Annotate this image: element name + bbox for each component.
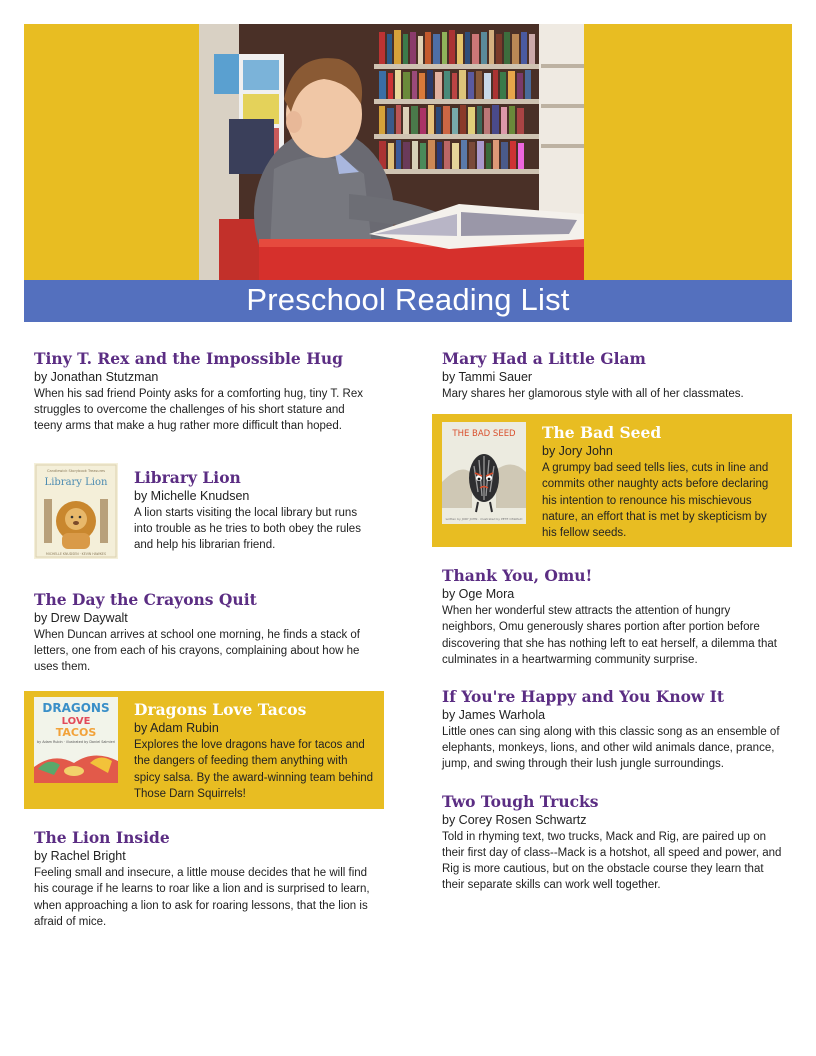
book-entry xyxy=(432,678,792,779)
book-description: A grumpy bad seed tells lies, cuts in line and commits other naughty acts before declaring his intention to renounce his mischievous nature, an effort that is met by skepticism by his fellow seeds. xyxy=(542,462,769,540)
page-title: Preschool Reading List xyxy=(246,282,570,317)
book-title: Dragons Love Tacos xyxy=(134,700,307,720)
book-title: Two Tough Trucks xyxy=(442,791,599,811)
book-description: Mary shares her glamorous style with all of her classmates. xyxy=(442,388,744,400)
book-author: by Corey Rosen Schwartz xyxy=(442,812,587,827)
book-entry xyxy=(432,340,792,408)
book-title: The Bad Seed xyxy=(542,423,662,443)
book-cover-the-bad-seed xyxy=(442,422,526,522)
book-author: by Oge Mora xyxy=(442,587,515,602)
book-author: by Drew Daywalt xyxy=(34,610,128,625)
book-description: When his sad friend Pointy asks for a comforting hug, tiny T. Rex struggles to overcome the challenges of his short stature and teeny arms that make a hug rather more difficult than hoped. xyxy=(34,388,363,433)
book-title: Library Lion xyxy=(134,467,241,487)
cover-byline: by Adam Rubin · illustrated by Daniel Salmieri xyxy=(36,740,116,745)
cover-title: Library Lion xyxy=(44,476,108,488)
cover-line1: DRAGONS xyxy=(42,701,110,716)
cover-bottom-text: MICHELLE KNUDSEN · KEVIN HAWKES xyxy=(46,551,106,556)
book-entry xyxy=(432,783,792,900)
left-column xyxy=(24,340,384,936)
book-author: by Tammi Sauer xyxy=(442,370,533,384)
book-author: by Adam Rubin xyxy=(134,721,219,736)
book-entry-featured xyxy=(432,414,792,547)
book-description: Told in rhyming text, two trucks, Mack and Rig, are paired up on their first day of class--Mack is a hotshot, all speed and power, and Rig is more cautious, but on the obstacle course they learn that their separate skills can work well together. xyxy=(442,830,782,892)
book-entry xyxy=(24,581,384,682)
book-title: Thank You, Omu! xyxy=(442,566,593,586)
header-photo xyxy=(199,24,584,280)
cover-line3: TACOS xyxy=(55,726,97,740)
title-bar xyxy=(24,280,792,322)
book-cover-library-lion xyxy=(34,463,118,556)
book-description: When Duncan arrives at school one morning, he finds a stack of letters, one from each of his crayons, complaining about how he uses them. xyxy=(34,628,361,674)
book-description: When her wonderful stew attracts the attention of hungry neighbors, Omu generously shares portion after portion before discovering that she has nothing left to eat herself, a dilemma that culminates in a heartwarming community surprise. xyxy=(442,605,777,666)
right-column xyxy=(432,340,792,899)
book-title: The Lion Inside xyxy=(34,828,170,848)
book-title: Mary Had a Little Glam xyxy=(442,349,646,368)
cover-line2: LOVE xyxy=(61,716,91,728)
book-author: by Jonathan Stutzman xyxy=(34,370,159,384)
book-author: by Rachel Bright xyxy=(34,849,126,864)
book-author: by Jory John xyxy=(542,444,613,459)
book-entry xyxy=(432,557,792,674)
cover-top-text: Candlewick Storybook Treasures xyxy=(46,468,106,473)
book-entry xyxy=(24,819,384,936)
book-description: A lion starts visiting the local library but runs into trouble as he tries to both obey the rules and help his librarian friend. xyxy=(134,506,361,552)
book-entry-featured xyxy=(24,691,384,809)
book-title: If You're Happy and You Know It xyxy=(442,687,725,707)
book-entry xyxy=(24,459,384,567)
book-author: by Michelle Knudsen xyxy=(134,488,250,503)
book-entry xyxy=(24,340,384,441)
book-description: Little ones can sing along with this classic song as an ensemble of elephants, monkeys, lions, and other wild animals dance, prance, jump, and swing through their lush jungle surroundings. xyxy=(442,726,780,771)
book-description: Feeling small and insecure, a little mouse decides that he will find his courage if he learns to roar like a lion and is surprised to learn, when approaching a lion to ask for roaring lessons, that the lion is afraid of mice. xyxy=(34,867,370,928)
cover-byline: written by JORY JOHN · illustrated by PETE OSWALD xyxy=(445,517,523,522)
book-description: Explores the love dragons have for tacos and the dangers of feeding them anything with spicy salsa. By the award-winning team behind Those Darn Squirrels! xyxy=(134,739,374,800)
book-author: by James Warhola xyxy=(442,708,546,723)
cover-title: THE BAD SEED xyxy=(452,429,516,440)
book-title: Tiny T. Rex and the Impossible Hug xyxy=(34,349,343,368)
book-cover-dragons-love-tacos xyxy=(34,697,118,783)
book-title: The Day the Crayons Quit xyxy=(34,589,257,609)
